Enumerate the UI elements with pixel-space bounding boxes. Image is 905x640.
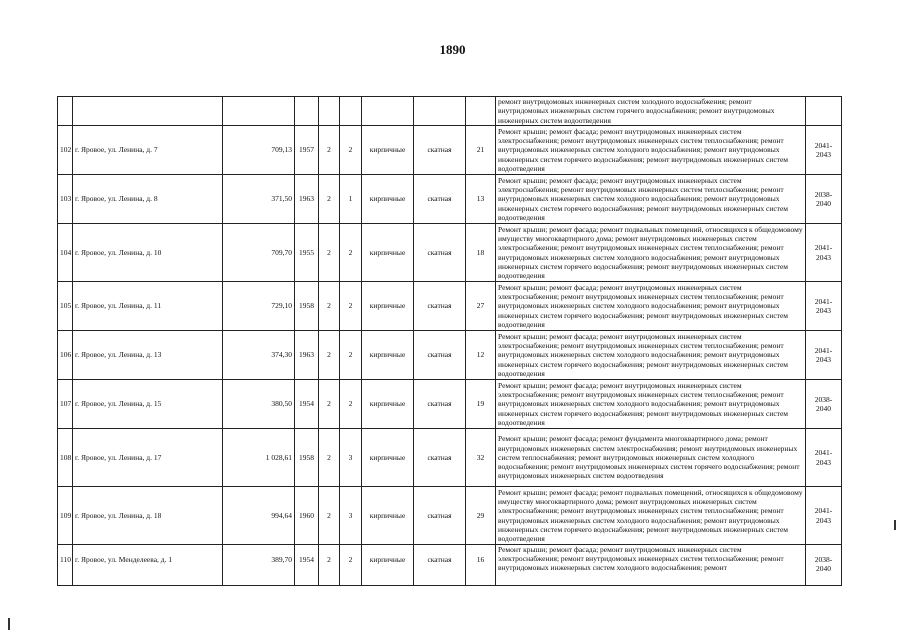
- table-row: [58, 429, 842, 487]
- table-row: [58, 487, 842, 545]
- floors-cell: 2: [319, 545, 340, 586]
- repair-works-cell: Ремонт крыши; ремонт фасада; ремонт внутридомовых инженерных систем электроснабжения; ремонт внутридомовых инженерных систем теплоснабжения; ремонт внутридомовых инженерных систем холодного водоснабжения; ремонт внутридомовых инженерных систем горячего водоснабжения; ремонт внутридомовых инженерных систем водоотведения: [496, 331, 806, 380]
- entrances-cell: 2: [340, 126, 362, 175]
- repair-works-cell: Ремонт крыши; ремонт фасада; ремонт подвальных помещений, относящихся к общедомовому имуществу многоквартирного дома; ремонт внутридомовых инженерных систем электроснабжения; ремонт внутридомовых инженерных систем теплоснабжения; ремонт внутридомовых инженерных систем холодного водоснабжения; ремонт внутридомовых инженерных систем горячего водоснабжения; ремонт внутридомовых инженерных систем водоотведения: [496, 224, 806, 282]
- floors-cell: 2: [319, 126, 340, 175]
- wall-material-cell: кирпичные: [362, 429, 414, 487]
- entrances-cell: 2: [340, 380, 362, 429]
- apartments-cell: 19: [466, 380, 496, 429]
- row-number: 108: [58, 429, 73, 487]
- apartments-cell: 13: [466, 175, 496, 224]
- year-cell: 1955: [295, 224, 319, 282]
- repair-works-cell: Ремонт крыши; ремонт фасада; ремонт фундамента многоквартирного дома; ремонт внутридомовых инженерных систем электроснабжения; ремонт внутридомовых инженерных систем теплоснабжения; ремонт внутридомовых инженерных систем холодного водоснабжения; ремонт внутридомовых инженерных систем горячего водоснабжения; ремонт внутридомовых инженерных систем водоотведения: [496, 429, 806, 487]
- wall-material-cell: кирпичные: [362, 175, 414, 224]
- area-cell: 374,30: [223, 331, 295, 380]
- table-row: [58, 331, 842, 380]
- housing-repair-table: [57, 96, 842, 586]
- repair-works-cell: Ремонт крыши; ремонт фасада; ремонт внутридомовых инженерных систем электроснабжения; ремонт внутридомовых инженерных систем теплоснабжения; ремонт внутридомовых инженерных систем холодного водоснабжения; ремонт: [496, 545, 806, 586]
- wall-material-cell: кирпичные: [362, 331, 414, 380]
- year-cell: 1963: [295, 331, 319, 380]
- repair-works-cell: Ремонт крыши; ремонт фасада; ремонт внутридомовых инженерных систем электроснабжения; ремонт внутридомовых инженерных систем теплоснабжения; ремонт внутридомовых инженерных систем холодного водоснабжения; ремонт внутридомовых инженерных систем горячего водоснабжения; ремонт внутридомовых инженерных систем водоотведения: [496, 175, 806, 224]
- entrances-cell: 2: [340, 282, 362, 331]
- roof-type-cell: скатная: [414, 175, 466, 224]
- row-number: 103: [58, 175, 73, 224]
- address-cell: г. Яровое, ул. Ленина, д. 11: [73, 282, 223, 331]
- address-cell: [73, 97, 223, 126]
- scan-mark: [8, 618, 10, 630]
- address-cell: г. Яровое, ул. Ленина, д. 18: [73, 487, 223, 545]
- area-cell: 389,70: [223, 545, 295, 586]
- table-row: [58, 282, 842, 331]
- row-number: 109: [58, 487, 73, 545]
- table-row: [58, 175, 842, 224]
- repair-works-cell: Ремонт крыши; ремонт фасада; ремонт подвальных помещений, относящихся к общедомовому имуществу многоквартирного дома; ремонт внутридомовых инженерных систем электроснабжения; ремонт внутридомовых инженерных систем теплоснабжения; ремонт внутридомовых инженерных систем холодного водоснабжения; ремонт внутридомовых инженерных систем горячего водоснабжения; ремонт внутридомовых инженерных систем водоотведения: [496, 487, 806, 545]
- table-row: [58, 380, 842, 429]
- repair-period-cell: 2038-2040: [806, 175, 842, 224]
- area-cell: 380,50: [223, 380, 295, 429]
- wall-material-cell: кирпичные: [362, 224, 414, 282]
- floors-cell: 2: [319, 282, 340, 331]
- address-cell: г. Яровое, ул. Ленина, д. 10: [73, 224, 223, 282]
- address-cell: г. Яровое, ул. Ленина, д. 7: [73, 126, 223, 175]
- year-cell: [295, 97, 319, 126]
- row-number: 107: [58, 380, 73, 429]
- entrances-cell: 2: [340, 331, 362, 380]
- area-cell: 709,70: [223, 224, 295, 282]
- row-number: 104: [58, 224, 73, 282]
- table-row: [58, 224, 842, 282]
- repair-period-cell: 2041-2043: [806, 331, 842, 380]
- area-cell: 1 028,61: [223, 429, 295, 487]
- roof-type-cell: скатная: [414, 126, 466, 175]
- floors-cell: 2: [319, 175, 340, 224]
- apartments-cell: 21: [466, 126, 496, 175]
- floors-cell: 2: [319, 429, 340, 487]
- wall-material-cell: [362, 97, 414, 126]
- scan-mark: [894, 520, 896, 530]
- floors-cell: 2: [319, 487, 340, 545]
- year-cell: 1958: [295, 282, 319, 331]
- row-number: 110: [58, 545, 73, 586]
- row-number: 105: [58, 282, 73, 331]
- floors-cell: 2: [319, 224, 340, 282]
- wall-material-cell: кирпичные: [362, 487, 414, 545]
- floors-cell: [319, 97, 340, 126]
- row-number: [58, 97, 73, 126]
- roof-type-cell: скатная: [414, 224, 466, 282]
- wall-material-cell: кирпичные: [362, 380, 414, 429]
- roof-type-cell: скатная: [414, 487, 466, 545]
- roof-type-cell: [414, 97, 466, 126]
- row-number: 102: [58, 126, 73, 175]
- roof-type-cell: скатная: [414, 282, 466, 331]
- roof-type-cell: скатная: [414, 545, 466, 586]
- apartments-cell: 16: [466, 545, 496, 586]
- table-row: [58, 97, 842, 126]
- apartments-cell: 32: [466, 429, 496, 487]
- repair-works-cell: Ремонт крыши; ремонт фасада; ремонт внутридомовых инженерных систем электроснабжения; ремонт внутридомовых инженерных систем теплоснабжения; ремонт внутридомовых инженерных систем холодного водоснабжения; ремонт внутридомовых инженерных систем горячего водоснабжения; ремонт внутридомовых инженерных систем водоотведения: [496, 126, 806, 175]
- repair-period-cell: 2041-2043: [806, 126, 842, 175]
- apartments-cell: 29: [466, 487, 496, 545]
- year-cell: 1963: [295, 175, 319, 224]
- floors-cell: 2: [319, 331, 340, 380]
- address-cell: г. Яровое, ул. Менделеева, д. 1: [73, 545, 223, 586]
- area-cell: 729,10: [223, 282, 295, 331]
- year-cell: 1957: [295, 126, 319, 175]
- apartments-cell: 18: [466, 224, 496, 282]
- apartments-cell: [466, 97, 496, 126]
- wall-material-cell: кирпичные: [362, 282, 414, 331]
- row-number: 106: [58, 331, 73, 380]
- address-cell: г. Яровое, ул. Ленина, д. 17: [73, 429, 223, 487]
- repair-period-cell: [806, 97, 842, 126]
- year-cell: 1954: [295, 380, 319, 429]
- apartments-cell: 27: [466, 282, 496, 331]
- repair-period-cell: 2041-2043: [806, 224, 842, 282]
- entrances-cell: 1: [340, 175, 362, 224]
- wall-material-cell: кирпичные: [362, 545, 414, 586]
- repair-period-cell: 2038-2040: [806, 380, 842, 429]
- page-number: 1890: [439, 42, 466, 57]
- repair-period-cell: 2041-2043: [806, 429, 842, 487]
- year-cell: 1958: [295, 429, 319, 487]
- repair-works-cell: ремонт внутридомовых инженерных систем холодного водоснабжения; ремонт внутридомовых инженерных систем горячего водоснабжения; ремонт внутридомовых инженерных систем водоотведения: [496, 97, 806, 126]
- table-row: [58, 126, 842, 175]
- area-cell: 371,50: [223, 175, 295, 224]
- area-cell: 709,13: [223, 126, 295, 175]
- address-cell: г. Яровое, ул. Ленина, д. 15: [73, 380, 223, 429]
- repair-works-cell: Ремонт крыши; ремонт фасада; ремонт внутридомовых инженерных систем электроснабжения; ремонт внутридомовых инженерных систем теплоснабжения; ремонт внутридомовых инженерных систем холодного водоснабжения; ремонт внутридомовых инженерных систем горячего водоснабжения; ремонт внутридомовых инженерных систем водоотведения: [496, 380, 806, 429]
- area-cell: [223, 97, 295, 126]
- roof-type-cell: скатная: [414, 380, 466, 429]
- roof-type-cell: скатная: [414, 331, 466, 380]
- address-cell: г. Яровое, ул. Ленина, д. 8: [73, 175, 223, 224]
- table-body: [58, 97, 842, 586]
- year-cell: 1960: [295, 487, 319, 545]
- repair-period-cell: 2041-2043: [806, 487, 842, 545]
- wall-material-cell: кирпичные: [362, 126, 414, 175]
- repair-period-cell: 2038-2040: [806, 545, 842, 586]
- address-cell: г. Яровое, ул. Ленина, д. 13: [73, 331, 223, 380]
- entrances-cell: 3: [340, 487, 362, 545]
- entrances-cell: 2: [340, 224, 362, 282]
- floors-cell: 2: [319, 380, 340, 429]
- entrances-cell: 2: [340, 545, 362, 586]
- table-row: [58, 545, 842, 586]
- apartments-cell: 12: [466, 331, 496, 380]
- repair-works-cell: Ремонт крыши; ремонт фасада; ремонт внутридомовых инженерных систем электроснабжения; ремонт внутридомовых инженерных систем теплоснабжения; ремонт внутридомовых инженерных систем холодного водоснабжения; ремонт внутридомовых инженерных систем горячего водоснабжения; ремонт внутридомовых инженерных систем водоотведения: [496, 282, 806, 331]
- entrances-cell: 3: [340, 429, 362, 487]
- year-cell: 1954: [295, 545, 319, 586]
- entrances-cell: [340, 97, 362, 126]
- area-cell: 994,64: [223, 487, 295, 545]
- roof-type-cell: скатная: [414, 429, 466, 487]
- repair-period-cell: 2041-2043: [806, 282, 842, 331]
